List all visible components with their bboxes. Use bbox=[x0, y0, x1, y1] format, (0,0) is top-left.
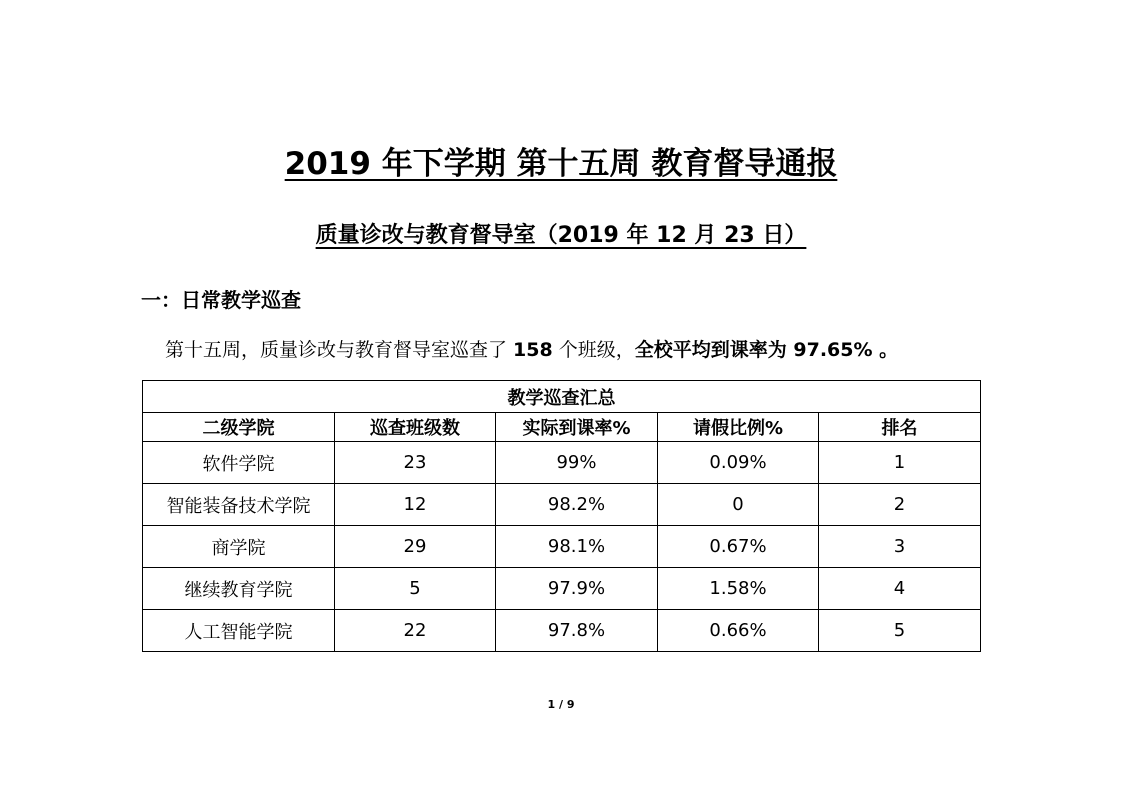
college-cell: 软件学院 bbox=[143, 442, 335, 484]
attendance-rate-cell: 98.2% bbox=[496, 484, 658, 526]
section-heading: 一：日常教学巡查 bbox=[141, 288, 301, 312]
document-title-text: 2019 年下学期 第十五周 教育督导通报 bbox=[284, 146, 838, 182]
attendance-rate-cell: 98.1% bbox=[496, 526, 658, 568]
leave-ratio-cell: 0 bbox=[658, 484, 819, 526]
document-subtitle-text: 质量诊改与教育督导室（2019 年 12 月 23 日） bbox=[315, 223, 807, 248]
rank-cell: 4 bbox=[819, 568, 981, 610]
column-header: 巡查班级数 bbox=[335, 413, 496, 442]
class-count: 158 bbox=[513, 339, 553, 361]
table-header-row bbox=[143, 413, 981, 442]
class-count-cell: 5 bbox=[335, 568, 496, 610]
college-cell: 商学院 bbox=[143, 526, 335, 568]
class-count-cell: 29 bbox=[335, 526, 496, 568]
document-title bbox=[0, 142, 1122, 186]
leave-ratio-cell: 0.67% bbox=[658, 526, 819, 568]
leave-ratio-cell: 1.58% bbox=[658, 568, 819, 610]
table-row bbox=[143, 526, 981, 568]
table-body bbox=[143, 381, 981, 652]
average-attendance: 全校平均到课率为 97.65% bbox=[634, 339, 873, 361]
document-subtitle bbox=[0, 220, 1122, 252]
table-row bbox=[143, 610, 981, 652]
page-number: 1 / 9 bbox=[547, 698, 575, 711]
column-header: 排名 bbox=[819, 413, 981, 442]
table-row bbox=[143, 442, 981, 484]
class-count-cell: 22 bbox=[335, 610, 496, 652]
college-cell: 智能装备技术学院 bbox=[143, 484, 335, 526]
rank-cell: 3 bbox=[819, 526, 981, 568]
class-count-cell: 23 bbox=[335, 442, 496, 484]
leave-ratio-cell: 0.09% bbox=[658, 442, 819, 484]
summary-paragraph bbox=[165, 336, 1015, 364]
paragraph-part2: 个班级， bbox=[552, 339, 635, 361]
college-cell: 继续教育学院 bbox=[143, 568, 335, 610]
table-caption: 教学巡查汇总 bbox=[143, 381, 981, 413]
attendance-rate-cell: 99% bbox=[496, 442, 658, 484]
table-row bbox=[143, 568, 981, 610]
rank-cell: 5 bbox=[819, 610, 981, 652]
class-count-cell: 12 bbox=[335, 484, 496, 526]
inspection-summary-table bbox=[142, 380, 981, 652]
rank-cell: 2 bbox=[819, 484, 981, 526]
column-header: 二级学院 bbox=[143, 413, 335, 442]
college-cell: 人工智能学院 bbox=[143, 610, 335, 652]
leave-ratio-cell: 0.66% bbox=[658, 610, 819, 652]
column-header: 实际到课率% bbox=[496, 413, 658, 442]
column-header: 请假比例% bbox=[658, 413, 819, 442]
table-row bbox=[143, 484, 981, 526]
attendance-rate-cell: 97.8% bbox=[496, 610, 658, 652]
table-caption-row bbox=[143, 381, 981, 413]
paragraph-part3: 。 bbox=[872, 339, 899, 361]
paragraph-part1: 第十五周，质量诊改与教育督导室巡查了 bbox=[165, 339, 514, 361]
rank-cell: 1 bbox=[819, 442, 981, 484]
attendance-rate-cell: 97.9% bbox=[496, 568, 658, 610]
